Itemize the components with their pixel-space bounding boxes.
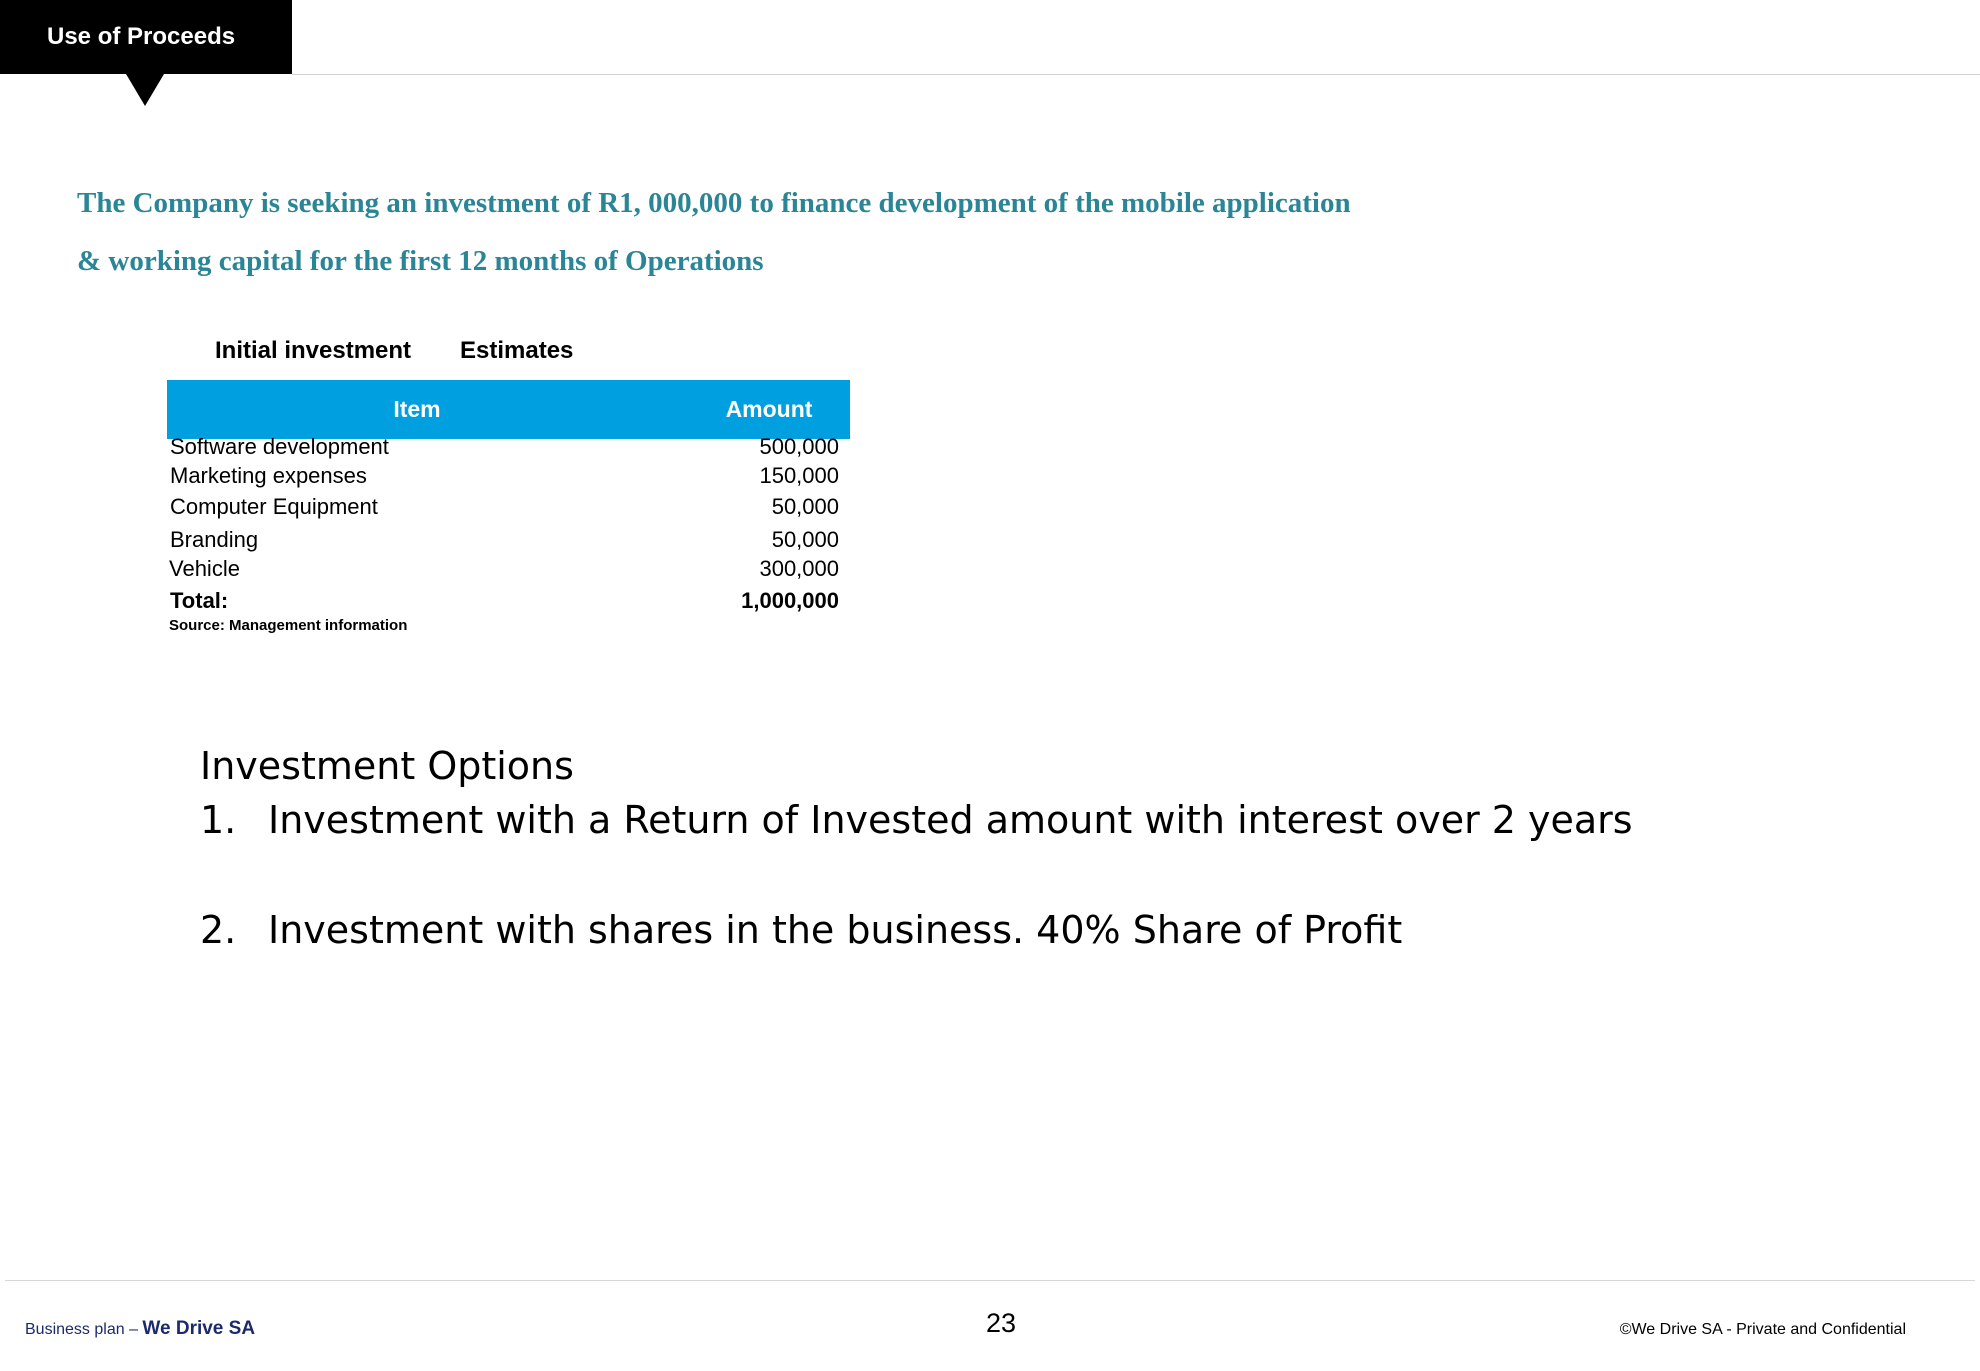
section-title: Use of Proceeds [47, 23, 236, 50]
row-amount: 500,000 [759, 434, 839, 459]
row-item: Marketing expenses [170, 463, 367, 488]
header-divider [292, 74, 1980, 75]
intro-statement [77, 174, 1677, 290]
table-header [167, 380, 850, 439]
option-number: 1. [200, 798, 237, 842]
footer-brand: We Drive SA [142, 1318, 256, 1339]
section-title-tab [0, 0, 292, 74]
footer-divider [5, 1280, 1975, 1281]
table-row [167, 556, 850, 586]
intro-line-1: The Company is seeking an investment of R1, 000,000 to finance development of the mobile application [77, 187, 1351, 219]
investment-options-title: Investment Options [200, 744, 574, 788]
row-item: Branding [170, 527, 259, 552]
total-amount: 1,000,000 [741, 588, 839, 613]
intro-line-2: & working capital for the first 12 months of Operations [77, 245, 764, 277]
row-item: Computer Equipment [170, 494, 378, 519]
footer-business-plan [25, 1318, 255, 1340]
table-total-row [167, 588, 850, 618]
page-number: 23 [986, 1308, 1017, 1338]
row-amount: 50,000 [771, 527, 839, 552]
option-text: Investment with shares in the business. 40% Share of Profit [268, 908, 1403, 952]
table-row [167, 434, 850, 464]
table-title-estimates: Estimates [460, 337, 574, 364]
option-number: 2. [200, 908, 237, 952]
table-row [167, 494, 850, 524]
row-amount: 50,000 [771, 494, 839, 519]
investment-option [200, 908, 1402, 952]
total-label: Total: [170, 588, 229, 613]
row-amount: 300,000 [759, 556, 839, 581]
section-title-pointer [126, 74, 164, 106]
table-source-note: Source: Management information [169, 617, 408, 634]
column-header-item: Item [393, 396, 441, 422]
option-text: Investment with a Return of Invested amount with interest over 2 years [268, 798, 1633, 842]
investment-option [200, 798, 1633, 842]
footer-copyright: ©We Drive SA - Private and Confidential [1619, 1321, 1906, 1338]
table-row [167, 527, 850, 557]
table-title-initial-investment: Initial investment [215, 337, 412, 364]
table-row [167, 463, 850, 493]
footer-prefix: Business plan – [25, 1321, 143, 1338]
row-amount: 150,000 [759, 463, 839, 488]
column-header-amount: Amount [725, 396, 813, 422]
row-item: Vehicle [169, 556, 240, 581]
row-item: Software development [170, 434, 389, 459]
